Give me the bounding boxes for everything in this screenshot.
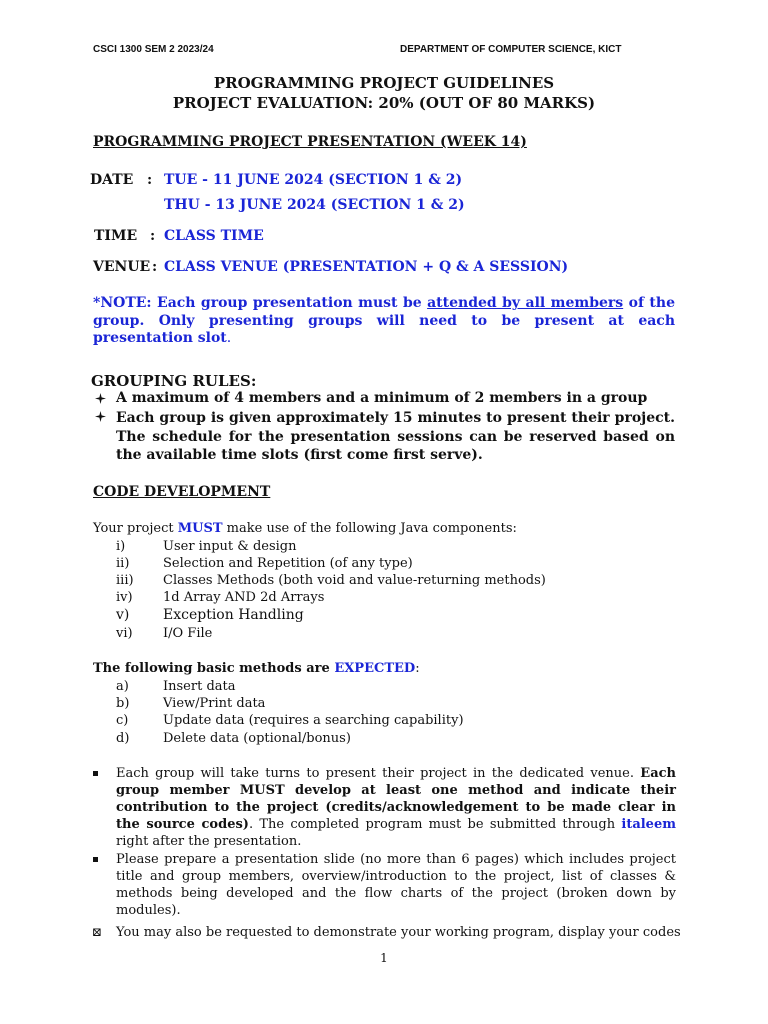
list-item-text: Delete data (optional/bonus) xyxy=(163,731,351,746)
square-bullet-icon xyxy=(93,771,98,776)
time-label: TIME xyxy=(94,228,138,244)
diamond-bullet-icon xyxy=(95,393,106,404)
list-item-label: c) xyxy=(116,713,129,728)
date-label: DATE xyxy=(90,172,134,188)
page-subtitle: PROJECT EVALUATION: 20% (OUT OF 80 MARKS) xyxy=(172,94,596,112)
code-intro xyxy=(93,521,517,536)
code-intro-must: MUST xyxy=(177,521,223,536)
venue-label: VENUE xyxy=(93,259,151,275)
list-item-text: Update data (requires a searching capability) xyxy=(163,713,464,728)
presentation-heading: PROGRAMMING PROJECT PRESENTATION (WEEK 14) xyxy=(93,134,527,150)
list-item-label: iv) xyxy=(116,590,133,605)
list-item-label: v) xyxy=(116,607,130,623)
list-item-text: Selection and Repetition (of any type) xyxy=(163,556,413,571)
code-intro-start: Your project xyxy=(93,521,178,536)
time-colon: : xyxy=(150,228,156,244)
header-course: CSCI 1300 SEM 2 2023/24 xyxy=(93,44,214,55)
bullet1-text-start: Each group will take turns to present their project in the dedicated venue. xyxy=(116,766,641,781)
list-item-text: Classes Methods (both void and value-returning methods) xyxy=(163,573,546,588)
bullet1-text-mid: . The completed program must be submitted through xyxy=(248,817,622,832)
list-item-text: I/O File xyxy=(163,626,213,641)
venue-value: CLASS VENUE (PRESENTATION + Q & A SESSION) xyxy=(164,259,569,275)
grouping-rule-2: Each group is given approximately 15 minutes to present their project. The schedule for the presentation sessions can be reserved based on the available time slots (first come first serve). xyxy=(116,410,675,463)
list-item-text: 1d Array AND 2d Arrays xyxy=(163,590,325,605)
expected-intro-start: The following basic methods are xyxy=(93,661,335,676)
note-text-end: of the group. Only presenting groups will need to be present at each presentation slot xyxy=(93,295,675,346)
venue-colon: : xyxy=(152,259,158,275)
list-item-label: ii) xyxy=(116,556,130,571)
list-item-text: Exception Handling xyxy=(163,607,304,623)
time-value: CLASS TIME xyxy=(164,228,264,244)
expected-colon: : xyxy=(415,661,420,676)
list-item-label: vi) xyxy=(116,626,133,641)
italeem-link: italeem xyxy=(621,817,676,832)
page-title: PROGRAMMING PROJECT GUIDELINES xyxy=(213,74,555,92)
bullet-paragraph-3: You may also be requested to demonstrate your working program, display your codes xyxy=(116,925,681,940)
date-value-2: THU - 13 JUNE 2024 (SECTION 1 & 2) xyxy=(164,197,465,213)
bullet-paragraph-1 xyxy=(116,765,676,850)
header-department: DEPARTMENT OF COMPUTER SCIENCE, KICT xyxy=(400,44,622,55)
note-attended-link: attended by all members xyxy=(427,295,624,311)
bullet1-bold-text: Each group member MUST develop at least one method and indicate their contribution to the project (credits/acknowledgement to be made clear in the source codes) xyxy=(116,766,676,832)
page-number: 1 xyxy=(380,951,388,965)
list-item-label: a) xyxy=(116,679,129,694)
presentation-note xyxy=(93,295,675,348)
grouping-rule-1: A maximum of 4 members and a minimum of 2 members in a group xyxy=(116,390,648,406)
bullet-paragraph-2: Please prepare a presentation slide (no more than 6 pages) which includes project title and group members, overview/introduction to the project, list of classes & methods being developed and the flow charts of the project (broken down by modules). xyxy=(116,852,676,918)
note-period: . xyxy=(226,330,232,346)
list-item-text: User input & design xyxy=(163,539,297,554)
grouping-heading: GROUPING RULES: xyxy=(91,372,257,390)
list-item-label: d) xyxy=(116,731,130,746)
expected-intro xyxy=(93,661,420,676)
date-colon: : xyxy=(147,172,153,188)
list-item-text: View/Print data xyxy=(163,696,266,711)
code-intro-end: make use of the following Java components: xyxy=(222,521,517,536)
checkbox-glyph-icon: ⊠ xyxy=(92,925,103,939)
code-heading: CODE DEVELOPMENT xyxy=(93,484,271,500)
list-item-label: iii) xyxy=(116,573,134,588)
square-bullet-icon xyxy=(93,857,98,862)
list-item-label: b) xyxy=(116,696,130,711)
diamond-bullet-icon xyxy=(95,411,106,422)
date-value-1: TUE - 11 JUNE 2024 (SECTION 1 & 2) xyxy=(164,172,463,188)
list-item-label: i) xyxy=(116,539,126,554)
list-item-text: Insert data xyxy=(163,679,236,694)
bullet1-text-end: right after the presentation. xyxy=(116,834,302,849)
expected-word: EXPECTED xyxy=(334,661,416,676)
note-text-start: *NOTE: Each group presentation must be xyxy=(93,295,428,311)
